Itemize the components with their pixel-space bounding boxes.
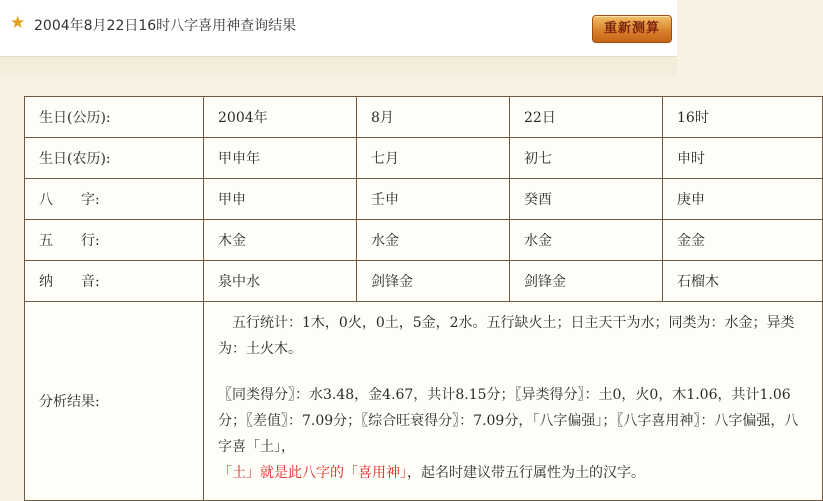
analysis-stats: 五行统计：1木，0火，0土，5金，2水。五行缺火土；日主天干为水；同类为：水金；异类为：土火木。 <box>218 315 795 357</box>
row-label: 生日(公历): <box>25 97 204 138</box>
table-cell: 申时 <box>663 138 823 179</box>
row-label: 纳 音: <box>25 261 204 302</box>
table-cell: 初七 <box>510 138 663 179</box>
table-cell: 庚申 <box>663 179 823 220</box>
table-cell: 木金 <box>204 220 357 261</box>
recalculate-button[interactable]: 重新测算 <box>592 15 672 43</box>
analysis-row <box>25 302 823 501</box>
bazi-result-table <box>24 96 823 501</box>
result-header <box>0 0 677 57</box>
table-cell: 金金 <box>663 220 823 261</box>
table-cell: 剑锋金 <box>357 261 510 302</box>
table-cell: 16时 <box>663 97 823 138</box>
table-cell: 剑锋金 <box>510 261 663 302</box>
table-cell: 癸酉 <box>510 179 663 220</box>
star-icon: ★ <box>10 13 26 33</box>
page-title: 2004年8月22日16时八字喜用神查询结果 <box>34 18 297 34</box>
table-row <box>25 261 823 302</box>
row-label: 生日(农历): <box>25 138 204 179</box>
table-row <box>25 179 823 220</box>
table-cell: 泉中水 <box>204 261 357 302</box>
row-label: 五 行: <box>25 220 204 261</box>
table-cell: 甲申年 <box>204 138 357 179</box>
table-row <box>25 220 823 261</box>
table-cell: 水金 <box>510 220 663 261</box>
row-label: 八 字: <box>25 179 204 220</box>
table-cell: 22日 <box>510 97 663 138</box>
favorable-element-highlight: 「土」就是此八字的「喜用神」 <box>218 465 407 481</box>
header-divider-band <box>0 57 677 75</box>
analysis-cell <box>204 302 823 501</box>
analysis-text <box>218 302 808 486</box>
table-row <box>25 138 823 179</box>
table-cell: 水金 <box>357 220 510 261</box>
analysis-scores-text: 〖同类得分〗：水3.48，金4.67，共计8.15分；〖异类得分〗：土0，火0，木1.06，共计1.06分；〖差值〗：7.09分；〖综合旺衰得分〗：7.09分，「八字偏强」；〖八字喜用神〗：八字偏强，八字喜「土」， <box>218 387 799 455</box>
table-cell: 七月 <box>357 138 510 179</box>
table-cell: 壬申 <box>357 179 510 220</box>
naming-advice: ，起名时建议带五行属性为土的汉字。 <box>407 465 645 481</box>
table-cell: 2004年 <box>204 97 357 138</box>
analysis-label: 分析结果: <box>25 302 204 501</box>
table-cell: 石榴木 <box>663 261 823 302</box>
table-row <box>25 97 823 138</box>
table-cell: 8月 <box>357 97 510 138</box>
table-cell: 甲申 <box>204 179 357 220</box>
analysis-scores <box>218 382 808 486</box>
